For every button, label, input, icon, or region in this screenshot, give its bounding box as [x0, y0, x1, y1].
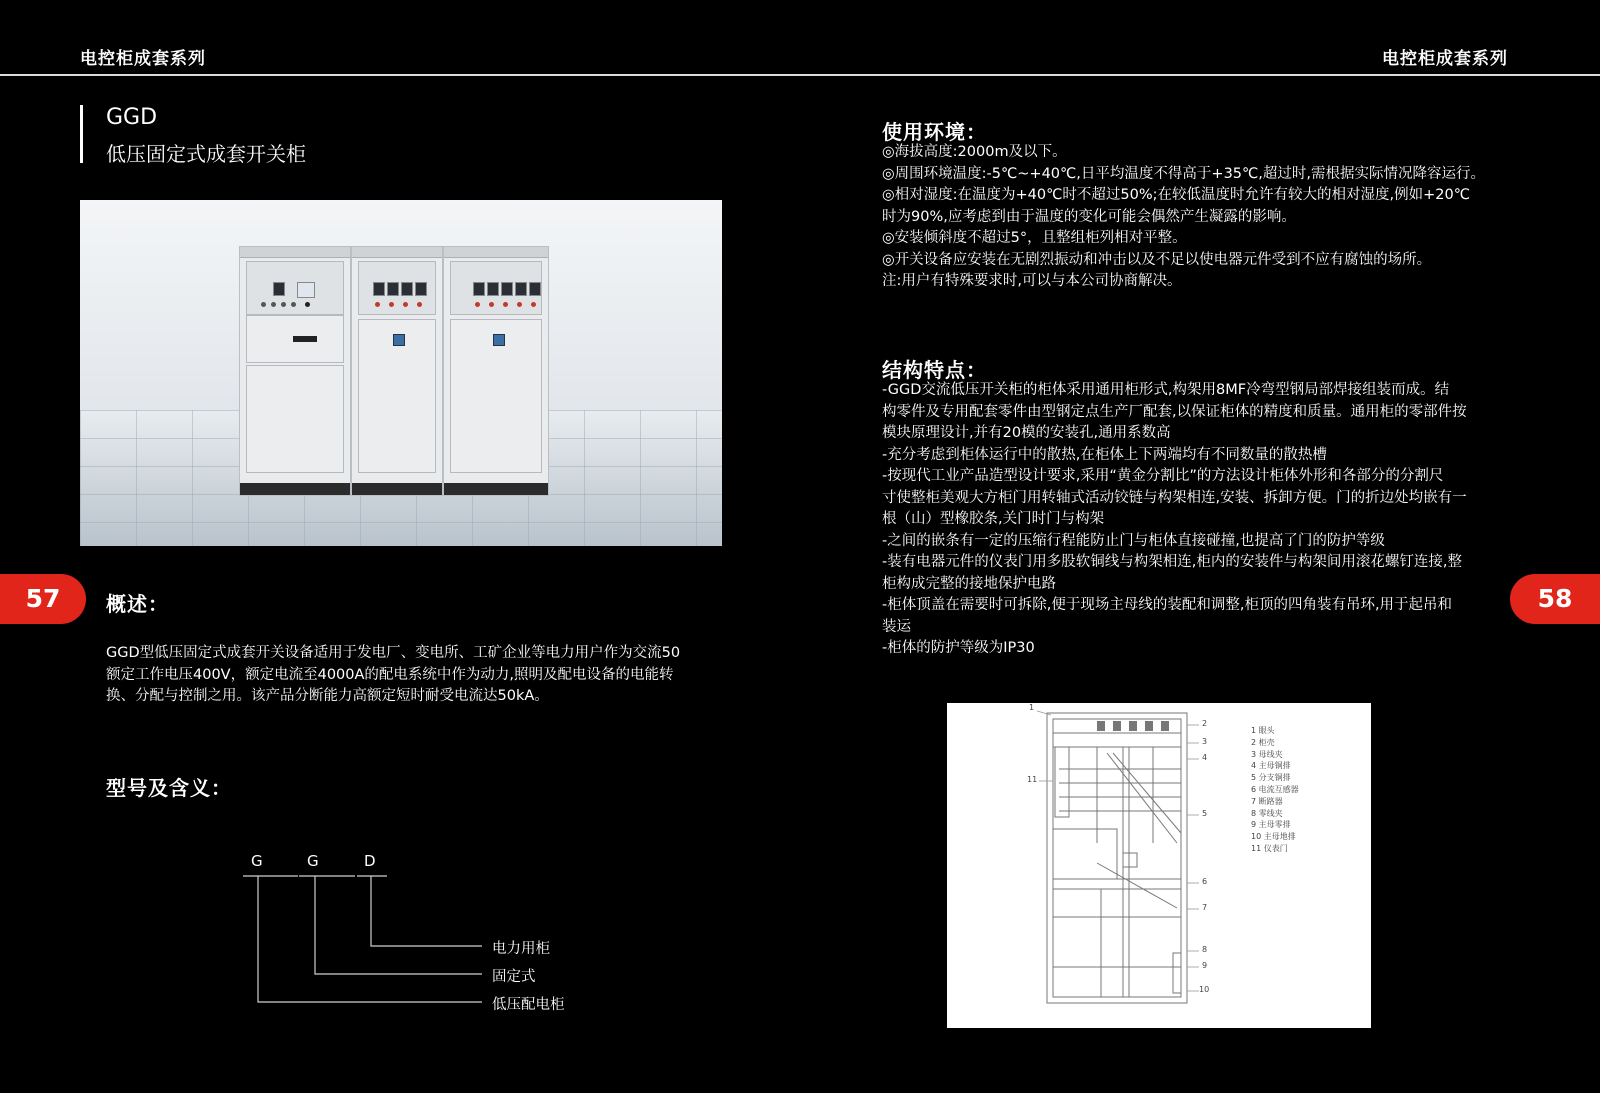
- overview-line: 额定工作电压400V，额定电流至4000A的配电系统中作为动力,照明及配电设备的电能转: [106, 666, 674, 683]
- structure-line: 装运: [882, 618, 911, 635]
- drawing-callout: 2: [1202, 719, 1208, 728]
- drawing-callout: 11: [1027, 775, 1038, 784]
- header-title-left: 电控柜成套系列: [80, 49, 206, 69]
- model-meaning: 固定式: [492, 969, 536, 985]
- environment-line: ◎安装倾斜度不超过5°，且整组柜列相对平整。: [882, 230, 1187, 246]
- environment-line: ◎相对湿度:在温度为+40℃时不超过50%;在较低温度时允许有较大的相对湿度,例如+20℃: [882, 187, 1471, 203]
- cabinet-drawing-svg: [947, 703, 1371, 1028]
- drawing-callout: 6: [1202, 877, 1208, 886]
- model-meaning: 低压配电柜: [492, 997, 565, 1013]
- model-diagram-lines: [0, 0, 760, 1093]
- structure-line: -充分考虑到柜体运行中的散热,在柜体上下两端均有不同数量的散热槽: [882, 446, 1327, 463]
- drawing-callout: 7: [1202, 903, 1208, 912]
- drawing-callout: 8: [1202, 945, 1208, 954]
- environment-line: 注:用户有特殊要求时,可以与本公司协商解决。: [882, 273, 1182, 289]
- legend-item: 9 主母零排: [1251, 820, 1291, 830]
- legend-item: 6 电流互感器: [1251, 784, 1299, 794]
- model-letter: G: [307, 852, 319, 870]
- cabinet-structure-drawing: [947, 703, 1371, 1028]
- legend-item: 11 仪表门: [1251, 843, 1288, 853]
- overview-line: 换、分配与控制之用。该产品分断能力高额定短时耐受电流达50kA。: [106, 688, 549, 704]
- legend-item: 1 眼头: [1251, 726, 1275, 735]
- structure-text: [882, 380, 1467, 660]
- structure-line: -按现代工业产品造型设计要求,采用“黄金分割比”的方法设计柜体外形和各部分的分割尺: [882, 468, 1444, 484]
- drawing-callout: 4: [1202, 753, 1208, 762]
- drawing-callout: 5: [1202, 809, 1208, 818]
- legend-item: 3 母线夹: [1251, 749, 1283, 759]
- product-code: GGD: [106, 105, 158, 130]
- page-number-left: 57: [0, 574, 86, 624]
- environment-line: 时为90%,应考虑到由于温度的变化可能会偶然产生凝露的影响。: [882, 208, 1296, 225]
- structure-line: 根（山）型橡胶条,关门时门与构架: [882, 511, 1105, 527]
- drawing-callout: 10: [1199, 985, 1210, 994]
- legend-item: 4 主母铜排: [1251, 761, 1291, 771]
- drawing-callout: 1: [1029, 703, 1035, 712]
- environment-line: ◎海拔高度:2000m及以下。: [882, 144, 1067, 160]
- structure-line: -GGD交流低压开关柜的柜体采用通用柜形式,构架用8MF冷弯型钢局部焊接组装而成。结: [882, 382, 1450, 398]
- model-heading: 型号及含义：: [106, 776, 232, 800]
- model-meaning: 电力用柜: [492, 941, 550, 957]
- legend-item: 10 主母地排: [1251, 832, 1296, 842]
- overview-heading: 概述：: [106, 592, 169, 616]
- environment-heading: 使用环境：: [882, 120, 987, 144]
- structure-heading: 结构特点：: [882, 358, 987, 382]
- environment-text: [882, 142, 1485, 293]
- environment-line: ◎周围环境温度:-5℃~+40℃,日平均温度不得高于+35℃,超过时,需根据实际情况降容运行。: [882, 165, 1486, 182]
- drawing-legend: [1251, 725, 1299, 855]
- overview-line: GGD型低压固定式成套开关设备适用于发电厂、变电所、工矿企业等电力用户作为交流50: [106, 645, 681, 661]
- structure-line: 寸使整柜美观大方柜门用转轴式活动铰链与构架相连,安装、拆卸方便。门的折边处均嵌有一: [882, 489, 1467, 506]
- structure-line: 柜构成完整的接地保护电路: [882, 575, 1056, 592]
- product-name: 低压固定式成套开关柜: [106, 142, 306, 166]
- legend-item: 2 柜壳: [1251, 737, 1275, 747]
- drawing-callout: 9: [1202, 961, 1208, 970]
- structure-line: -柜体的防护等级为IP30: [882, 640, 1035, 656]
- environment-line: ◎开关设备应安装在无剧烈振动和冲击以及不足以使电器元件受到不应有腐蚀的场所。: [882, 251, 1432, 268]
- structure-line: -装有电器元件的仪表门用多股软铜线与构架相连,柜内的安装件与构架间用滚花螺钉连接,整: [882, 554, 1462, 570]
- structure-line: -之间的嵌条有一定的压缩行程能防止门与柜体直接碰撞,也提高了门的防护等级: [882, 532, 1385, 549]
- structure-line: 模块原理设计,并有20模的安装孔,通用系数高: [882, 425, 1171, 441]
- model-letter: D: [364, 852, 376, 870]
- header-title-right: 电控柜成套系列: [1382, 49, 1508, 69]
- drawing-callout: 3: [1202, 737, 1208, 746]
- model-letter: G: [251, 852, 263, 870]
- structure-line: -柜体顶盖在需要时可拆除,便于现场主母线的装配和调整,柜顶的四角装有吊环,用于起吊和: [882, 597, 1453, 613]
- structure-line: 构零件及专用配套零件由型钢定点生产厂配套,以保证柜体的精度和质量。通用柜的零部件按: [882, 403, 1467, 420]
- legend-item: 8 零线夹: [1251, 808, 1283, 818]
- legend-item: 5 分支铜排: [1251, 773, 1291, 783]
- legend-item: 7 断路器: [1251, 796, 1283, 806]
- page-number-right: 58: [1510, 574, 1600, 624]
